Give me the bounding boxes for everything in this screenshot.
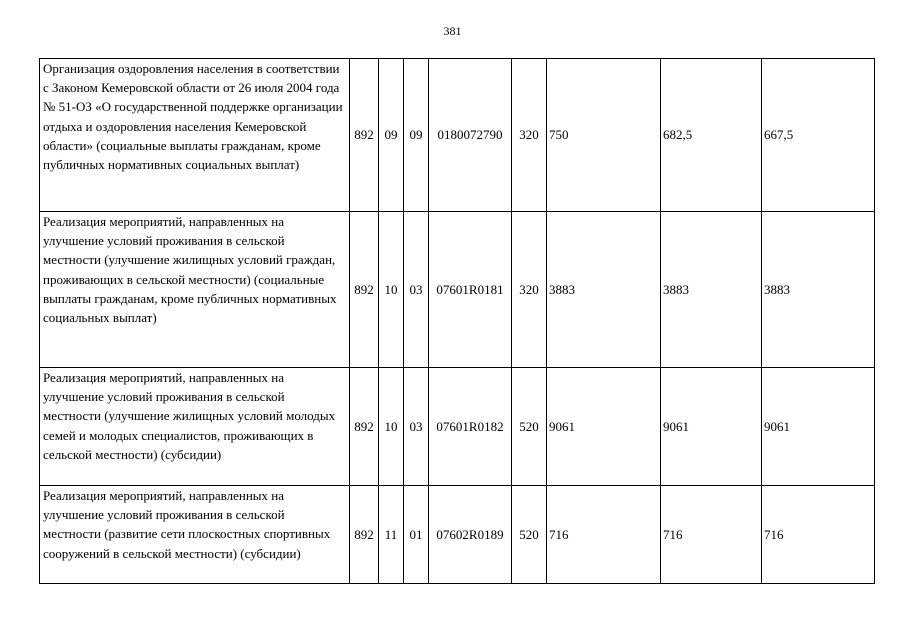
page-number: 381	[443, 24, 462, 38]
row-description: Реализация мероприятий, направленных на улучшение условий проживания в сельской местности (улучшение жилищных условий молодых семей и молодых специалистов, проживающих в сельской местности) (субсидии)	[40, 368, 350, 486]
subsection-code: 01	[404, 486, 429, 584]
subsection-code: 09	[404, 59, 429, 212]
amount-year-3: 716	[762, 486, 875, 584]
expense-type-code: 320	[512, 59, 547, 212]
section-code: 09	[379, 59, 404, 212]
table-row	[40, 212, 875, 368]
amount-year-1: 9061	[547, 368, 661, 486]
ministry-code: 892	[350, 486, 379, 584]
section-code: 11	[379, 486, 404, 584]
row-description: Реализация мероприятий, направленных на улучшение условий проживания в сельской местности (развитие сети плоскостных спортивных сооружений в сельской местности) (субсидии)	[40, 486, 350, 584]
row-description: Реализация мероприятий, направленных на улучшение условий проживания в сельской местности (улучшение жилищных условий граждан, проживающих в сельской местности) (социальные выплаты гражданам, кроме публичных нормативных социальных выплат)	[40, 212, 350, 368]
section-code: 10	[379, 368, 404, 486]
target-item-code: 07602R0189	[429, 486, 512, 584]
expense-type-code: 320	[512, 212, 547, 368]
amount-year-1: 3883	[547, 212, 661, 368]
table-row	[40, 486, 875, 584]
expense-type-code: 520	[512, 486, 547, 584]
subsection-code: 03	[404, 368, 429, 486]
target-item-code: 0180072790	[429, 59, 512, 212]
amount-year-2: 3883	[661, 212, 762, 368]
table-row	[40, 368, 875, 486]
target-item-code: 07601R0182	[429, 368, 512, 486]
amount-year-2: 9061	[661, 368, 762, 486]
amount-year-1: 750	[547, 59, 661, 212]
ministry-code: 892	[350, 368, 379, 486]
amount-year-2: 716	[661, 486, 762, 584]
amount-year-1: 716	[547, 486, 661, 584]
ministry-code: 892	[350, 212, 379, 368]
ministry-code: 892	[350, 59, 379, 212]
amount-year-2: 682,5	[661, 59, 762, 212]
target-item-code: 07601R0181	[429, 212, 512, 368]
row-description: Организация оздоровления населения в соответствии с Законом Кемеровской области от 26 июля 2004 года № 51-ОЗ «О государственной поддержке организации отдыха и оздоровления населения Кемеровской области» (социальные выплаты гражданам, кроме публичных нормативных социальных выплат)	[40, 59, 350, 212]
expense-type-code: 520	[512, 368, 547, 486]
section-code: 10	[379, 212, 404, 368]
subsection-code: 03	[404, 212, 429, 368]
amount-year-3: 9061	[762, 368, 875, 486]
amount-year-3: 667,5	[762, 59, 875, 212]
amount-year-3: 3883	[762, 212, 875, 368]
budget-table	[39, 58, 875, 584]
table-row	[40, 59, 875, 212]
